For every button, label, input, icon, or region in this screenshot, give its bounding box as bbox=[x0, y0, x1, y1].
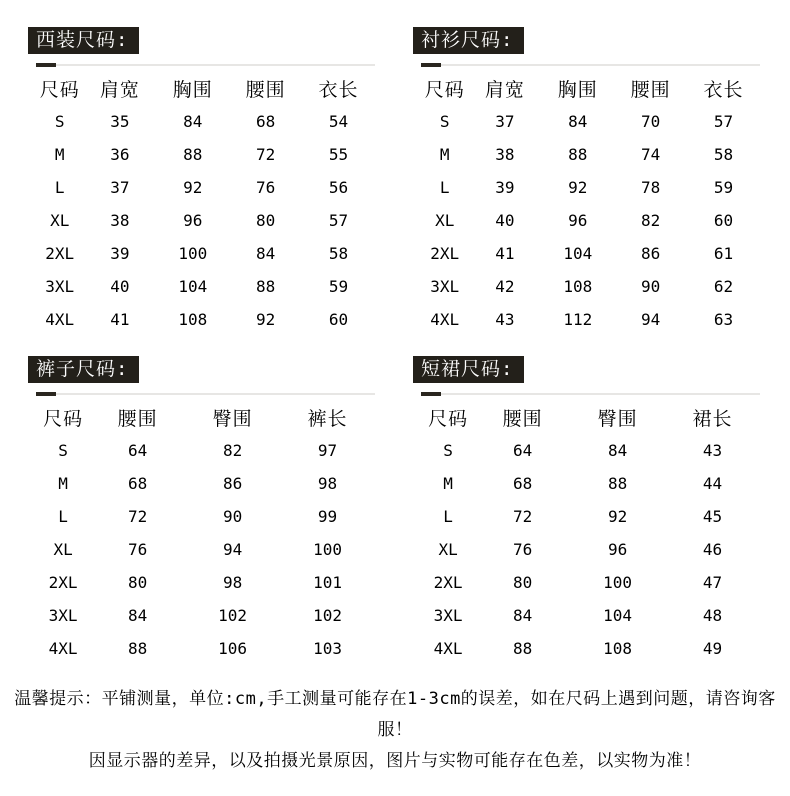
size-value: 99 bbox=[317, 507, 338, 526]
table-row bbox=[36, 632, 375, 665]
size-value: 56 bbox=[328, 178, 349, 197]
size-value: 90 bbox=[641, 277, 661, 296]
shirt-size-table bbox=[421, 72, 760, 336]
table-row bbox=[36, 105, 375, 138]
table-row bbox=[421, 500, 760, 533]
size-value: 72 bbox=[128, 507, 148, 526]
section-divider bbox=[36, 392, 375, 396]
table-row bbox=[36, 303, 375, 336]
col-header-waist: 腰围 bbox=[630, 79, 671, 101]
table-header-row bbox=[36, 401, 375, 434]
divider-accent bbox=[421, 63, 441, 67]
size-value: 104 bbox=[603, 606, 633, 625]
col-header-waist: 腰围 bbox=[502, 408, 543, 430]
size-value: 37 bbox=[110, 178, 130, 197]
size-value: 88 bbox=[513, 639, 533, 658]
size-value: 86 bbox=[222, 474, 243, 493]
col-header-size: 尺码 bbox=[43, 408, 84, 430]
size-value: 80 bbox=[513, 573, 533, 592]
pants-size-table bbox=[36, 401, 375, 665]
size-value: 68 bbox=[513, 474, 533, 493]
size-value: 88 bbox=[256, 277, 276, 296]
divider-accent bbox=[36, 63, 56, 67]
size-value: 57 bbox=[328, 211, 349, 230]
size-value: 84 bbox=[128, 606, 148, 625]
size-value: 101 bbox=[313, 573, 342, 592]
col-header-shoulder: 肩宽 bbox=[99, 79, 140, 101]
col-header-length: 裙长 bbox=[692, 408, 733, 430]
divider-line bbox=[421, 64, 760, 66]
size-value: 88 bbox=[568, 145, 588, 164]
table-row bbox=[421, 599, 760, 632]
table-row bbox=[421, 237, 760, 270]
col-header-size: 尺码 bbox=[428, 408, 469, 430]
table-header-row bbox=[421, 401, 760, 434]
size-value: 39 bbox=[495, 178, 515, 197]
suit-section-title-badge bbox=[28, 27, 139, 54]
col-header-waist: 腰围 bbox=[245, 79, 286, 101]
size-value: 58 bbox=[713, 145, 734, 164]
size-value: 63 bbox=[713, 310, 734, 329]
suit-section-title: 西装尺码: bbox=[36, 29, 129, 51]
col-header-chest: 胸围 bbox=[557, 79, 598, 101]
size-label: 3XL bbox=[430, 277, 460, 296]
size-label: XL bbox=[438, 540, 458, 559]
size-value: 108 bbox=[563, 277, 593, 296]
skirt-size-table bbox=[421, 401, 760, 665]
shirt-size-section bbox=[413, 27, 760, 336]
col-header-hip: 臀围 bbox=[212, 408, 253, 430]
size-label: 3XL bbox=[45, 277, 75, 296]
size-value: 84 bbox=[183, 112, 203, 131]
table-row bbox=[36, 599, 375, 632]
size-value: 47 bbox=[702, 573, 723, 592]
table-row bbox=[421, 105, 760, 138]
table-row bbox=[421, 204, 760, 237]
size-value: 38 bbox=[110, 211, 130, 230]
size-value: 88 bbox=[128, 639, 148, 658]
table-row bbox=[421, 566, 760, 599]
size-value: 72 bbox=[256, 145, 276, 164]
table-row bbox=[421, 434, 760, 467]
size-value: 41 bbox=[110, 310, 130, 329]
divider-line bbox=[421, 393, 760, 395]
size-value: 59 bbox=[713, 178, 734, 197]
size-label: M bbox=[54, 145, 65, 164]
size-value: 97 bbox=[317, 441, 338, 460]
size-value: 108 bbox=[603, 639, 633, 658]
size-value: 72 bbox=[513, 507, 533, 526]
size-value: 76 bbox=[513, 540, 533, 559]
size-value: 104 bbox=[563, 244, 593, 263]
size-value: 96 bbox=[568, 211, 588, 230]
table-row bbox=[36, 270, 375, 303]
size-value: 82 bbox=[222, 441, 243, 460]
size-value: 39 bbox=[110, 244, 130, 263]
size-label: M bbox=[58, 474, 68, 493]
size-label: 2XL bbox=[430, 244, 460, 263]
size-label: M bbox=[443, 474, 453, 493]
size-value: 40 bbox=[495, 211, 515, 230]
size-value: 80 bbox=[256, 211, 276, 230]
size-value: 108 bbox=[178, 310, 208, 329]
col-header-size: 尺码 bbox=[424, 79, 465, 101]
size-value: 42 bbox=[495, 277, 515, 296]
size-label: 3XL bbox=[433, 606, 463, 625]
size-value: 92 bbox=[256, 310, 276, 329]
size-value: 60 bbox=[713, 211, 734, 230]
size-value: 45 bbox=[702, 507, 723, 526]
size-label: L bbox=[58, 507, 68, 526]
table-row bbox=[36, 138, 375, 171]
size-label: XL bbox=[53, 540, 73, 559]
size-label: 2XL bbox=[48, 573, 78, 592]
size-label: S bbox=[54, 112, 65, 131]
size-value: 43 bbox=[495, 310, 515, 329]
col-header-shoulder: 肩宽 bbox=[484, 79, 525, 101]
table-row bbox=[36, 434, 375, 467]
size-value: 104 bbox=[178, 277, 208, 296]
col-header-hip: 臀围 bbox=[597, 408, 638, 430]
size-label: 3XL bbox=[48, 606, 78, 625]
divider-accent bbox=[36, 392, 56, 396]
size-value: 61 bbox=[713, 244, 734, 263]
size-value: 92 bbox=[183, 178, 203, 197]
size-value: 88 bbox=[607, 474, 628, 493]
size-label: 4XL bbox=[433, 639, 463, 658]
warm-tips-line2: 因显示器的差异，以及拍摄光景原因，图片与实物可能存在色差，以实物为准！ bbox=[88, 751, 702, 771]
size-value: 84 bbox=[568, 112, 588, 131]
col-header-length: 衣长 bbox=[318, 79, 359, 101]
size-value: 35 bbox=[110, 112, 130, 131]
table-row bbox=[421, 632, 760, 665]
size-value: 76 bbox=[128, 540, 148, 559]
size-value: 36 bbox=[110, 145, 130, 164]
size-label: L bbox=[443, 507, 453, 526]
warm-tips bbox=[0, 684, 790, 777]
table-row bbox=[421, 171, 760, 204]
section-divider bbox=[421, 392, 760, 396]
suit-size-section bbox=[28, 27, 375, 336]
section-divider bbox=[421, 63, 760, 67]
skirt-size-section bbox=[413, 356, 760, 665]
size-value: 94 bbox=[641, 310, 661, 329]
col-header-size: 尺码 bbox=[39, 79, 80, 101]
size-value: 106 bbox=[218, 639, 248, 658]
size-value: 68 bbox=[256, 112, 276, 131]
divider-line bbox=[36, 64, 375, 66]
size-value: 80 bbox=[128, 573, 148, 592]
size-value: 94 bbox=[222, 540, 243, 559]
pants-section-title: 裤子尺码: bbox=[36, 358, 129, 380]
table-row bbox=[36, 500, 375, 533]
size-value: 59 bbox=[328, 277, 349, 296]
size-label: S bbox=[58, 441, 68, 460]
size-label: S bbox=[443, 441, 453, 460]
size-label: L bbox=[439, 178, 450, 197]
size-value: 64 bbox=[513, 441, 533, 460]
size-label: XL bbox=[50, 211, 70, 230]
table-row bbox=[36, 237, 375, 270]
size-value: 44 bbox=[702, 474, 723, 493]
size-value: 88 bbox=[183, 145, 203, 164]
shirt-section-title-badge bbox=[413, 27, 524, 54]
size-value: 96 bbox=[183, 211, 203, 230]
size-value: 84 bbox=[607, 441, 628, 460]
col-header-waist: 腰围 bbox=[117, 408, 158, 430]
table-row bbox=[36, 204, 375, 237]
size-label: M bbox=[439, 145, 450, 164]
size-value: 55 bbox=[328, 145, 349, 164]
table-row bbox=[421, 303, 760, 336]
table-row bbox=[421, 270, 760, 303]
size-value: 92 bbox=[568, 178, 588, 197]
shirt-section-title: 衬衫尺码: bbox=[421, 29, 514, 51]
size-value: 48 bbox=[702, 606, 723, 625]
table-row bbox=[36, 171, 375, 204]
size-value: 58 bbox=[328, 244, 349, 263]
size-label: S bbox=[439, 112, 450, 131]
size-value: 82 bbox=[641, 211, 661, 230]
size-value: 112 bbox=[563, 310, 593, 329]
size-value: 96 bbox=[607, 540, 628, 559]
size-label: 4XL bbox=[430, 310, 460, 329]
col-header-length: 裤长 bbox=[307, 408, 348, 430]
size-value: 70 bbox=[641, 112, 661, 131]
suit-size-table bbox=[36, 72, 375, 336]
size-value: 84 bbox=[513, 606, 533, 625]
size-value: 98 bbox=[317, 474, 338, 493]
size-value: 38 bbox=[495, 145, 515, 164]
table-row bbox=[421, 533, 760, 566]
table-row bbox=[36, 533, 375, 566]
size-value: 100 bbox=[178, 244, 208, 263]
size-value: 92 bbox=[607, 507, 628, 526]
size-label: 2XL bbox=[433, 573, 463, 592]
section-divider bbox=[36, 63, 375, 67]
size-value: 64 bbox=[128, 441, 148, 460]
table-row bbox=[421, 467, 760, 500]
size-value: 62 bbox=[713, 277, 734, 296]
size-label: L bbox=[54, 178, 65, 197]
size-value: 102 bbox=[218, 606, 248, 625]
divider-line bbox=[36, 393, 375, 395]
size-value: 68 bbox=[128, 474, 148, 493]
pants-section-title-badge bbox=[28, 356, 139, 383]
size-value: 100 bbox=[313, 540, 342, 559]
size-value: 90 bbox=[222, 507, 243, 526]
size-value: 102 bbox=[313, 606, 342, 625]
size-value: 74 bbox=[641, 145, 661, 164]
table-row bbox=[36, 467, 375, 500]
size-value: 40 bbox=[110, 277, 130, 296]
table-header-row bbox=[36, 72, 375, 105]
warm-tips-line1: 温馨提示：平铺测量，单位:cm,手工测量可能存在1-3cm的误差，如在尺码上遇到问题，请咨询客服！ bbox=[14, 689, 776, 740]
skirt-section-title-badge bbox=[413, 356, 524, 383]
size-label: 4XL bbox=[48, 639, 78, 658]
size-value: 57 bbox=[713, 112, 734, 131]
table-row bbox=[36, 566, 375, 599]
size-value: 49 bbox=[702, 639, 723, 658]
size-label: 4XL bbox=[45, 310, 75, 329]
size-value: 37 bbox=[495, 112, 515, 131]
col-header-length: 衣长 bbox=[703, 79, 744, 101]
size-value: 46 bbox=[702, 540, 723, 559]
size-value: 60 bbox=[328, 310, 349, 329]
size-value: 78 bbox=[641, 178, 661, 197]
size-value: 98 bbox=[222, 573, 243, 592]
pants-size-section bbox=[28, 356, 375, 665]
size-value: 103 bbox=[313, 639, 342, 658]
size-label: 2XL bbox=[45, 244, 75, 263]
table-header-row bbox=[421, 72, 760, 105]
size-value: 100 bbox=[603, 573, 633, 592]
size-value: 86 bbox=[641, 244, 661, 263]
size-label: XL bbox=[435, 211, 455, 230]
col-header-chest: 胸围 bbox=[172, 79, 213, 101]
size-value: 43 bbox=[702, 441, 723, 460]
size-value: 84 bbox=[256, 244, 276, 263]
table-row bbox=[421, 138, 760, 171]
divider-accent bbox=[421, 392, 441, 396]
size-value: 54 bbox=[328, 112, 349, 131]
skirt-section-title: 短裙尺码: bbox=[421, 358, 514, 380]
size-value: 41 bbox=[495, 244, 515, 263]
size-value: 76 bbox=[256, 178, 276, 197]
